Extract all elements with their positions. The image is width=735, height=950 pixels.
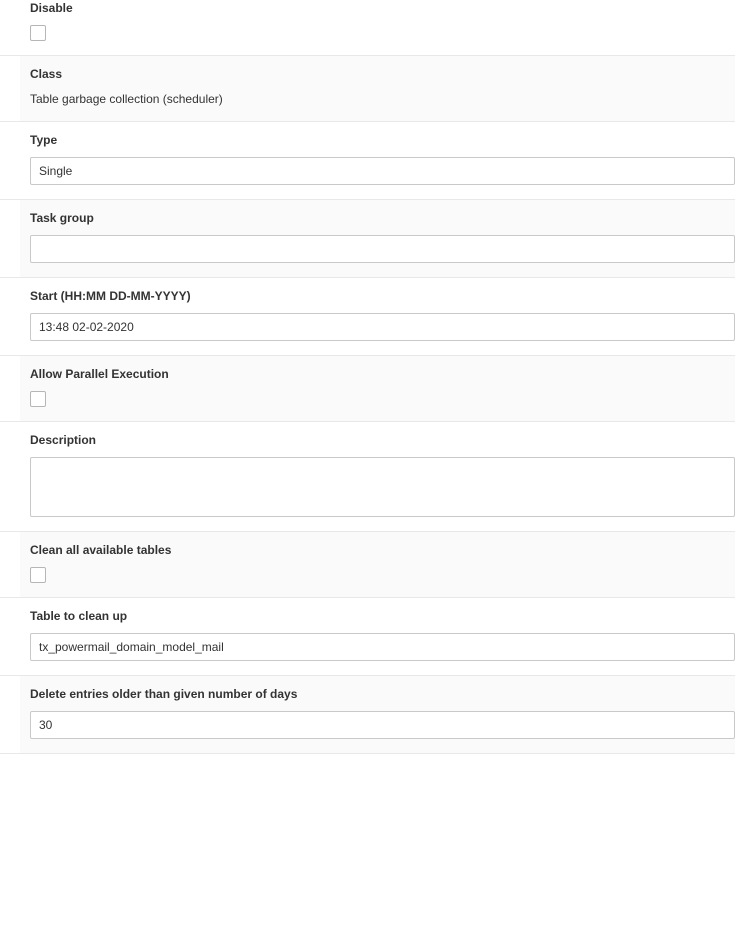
disable-label: Disable	[30, 1, 73, 15]
form-row-table-to-clean-up	[0, 598, 735, 676]
start-label: Start (HH:MM DD-MM-YYYY)	[30, 289, 191, 303]
task-group-label: Task group	[30, 211, 94, 225]
form-row-delete-entries-older-than-days	[0, 676, 735, 754]
table-to-clean-up-select[interactable]: tx_powermail_domain_model_mail	[30, 633, 735, 661]
allow-parallel-execution-label: Allow Parallel Execution	[30, 367, 169, 381]
clean-all-available-tables-label: Clean all available tables	[30, 543, 172, 557]
form-row-disable	[0, 0, 735, 56]
clean-all-available-tables-checkbox[interactable]	[30, 567, 46, 583]
description-label: Description	[30, 433, 97, 447]
form-row-class	[0, 56, 735, 122]
table-to-clean-up-label: Table to clean up	[30, 609, 128, 623]
delete-entries-older-than-days-input[interactable]	[30, 711, 735, 739]
form-row-clean-all-available-tables	[0, 532, 735, 598]
start-input[interactable]	[30, 313, 735, 341]
disable-checkbox[interactable]	[30, 25, 46, 41]
form-row-type	[0, 122, 735, 200]
form-row-allow-parallel-execution	[0, 356, 735, 422]
type-select[interactable]: Single	[30, 157, 735, 185]
allow-parallel-execution-checkbox[interactable]	[30, 391, 46, 407]
form-row-task-group	[0, 200, 735, 278]
type-label: Type	[30, 133, 58, 147]
description-textarea[interactable]	[30, 457, 735, 517]
task-group-select[interactable]	[30, 235, 735, 263]
form-row-description	[0, 422, 735, 532]
class-value: Table garbage collection (scheduler)	[30, 92, 223, 106]
class-label: Class	[30, 67, 63, 81]
form-row-start	[0, 278, 735, 356]
delete-entries-older-than-days-label: Delete entries older than given number of days	[30, 687, 298, 701]
